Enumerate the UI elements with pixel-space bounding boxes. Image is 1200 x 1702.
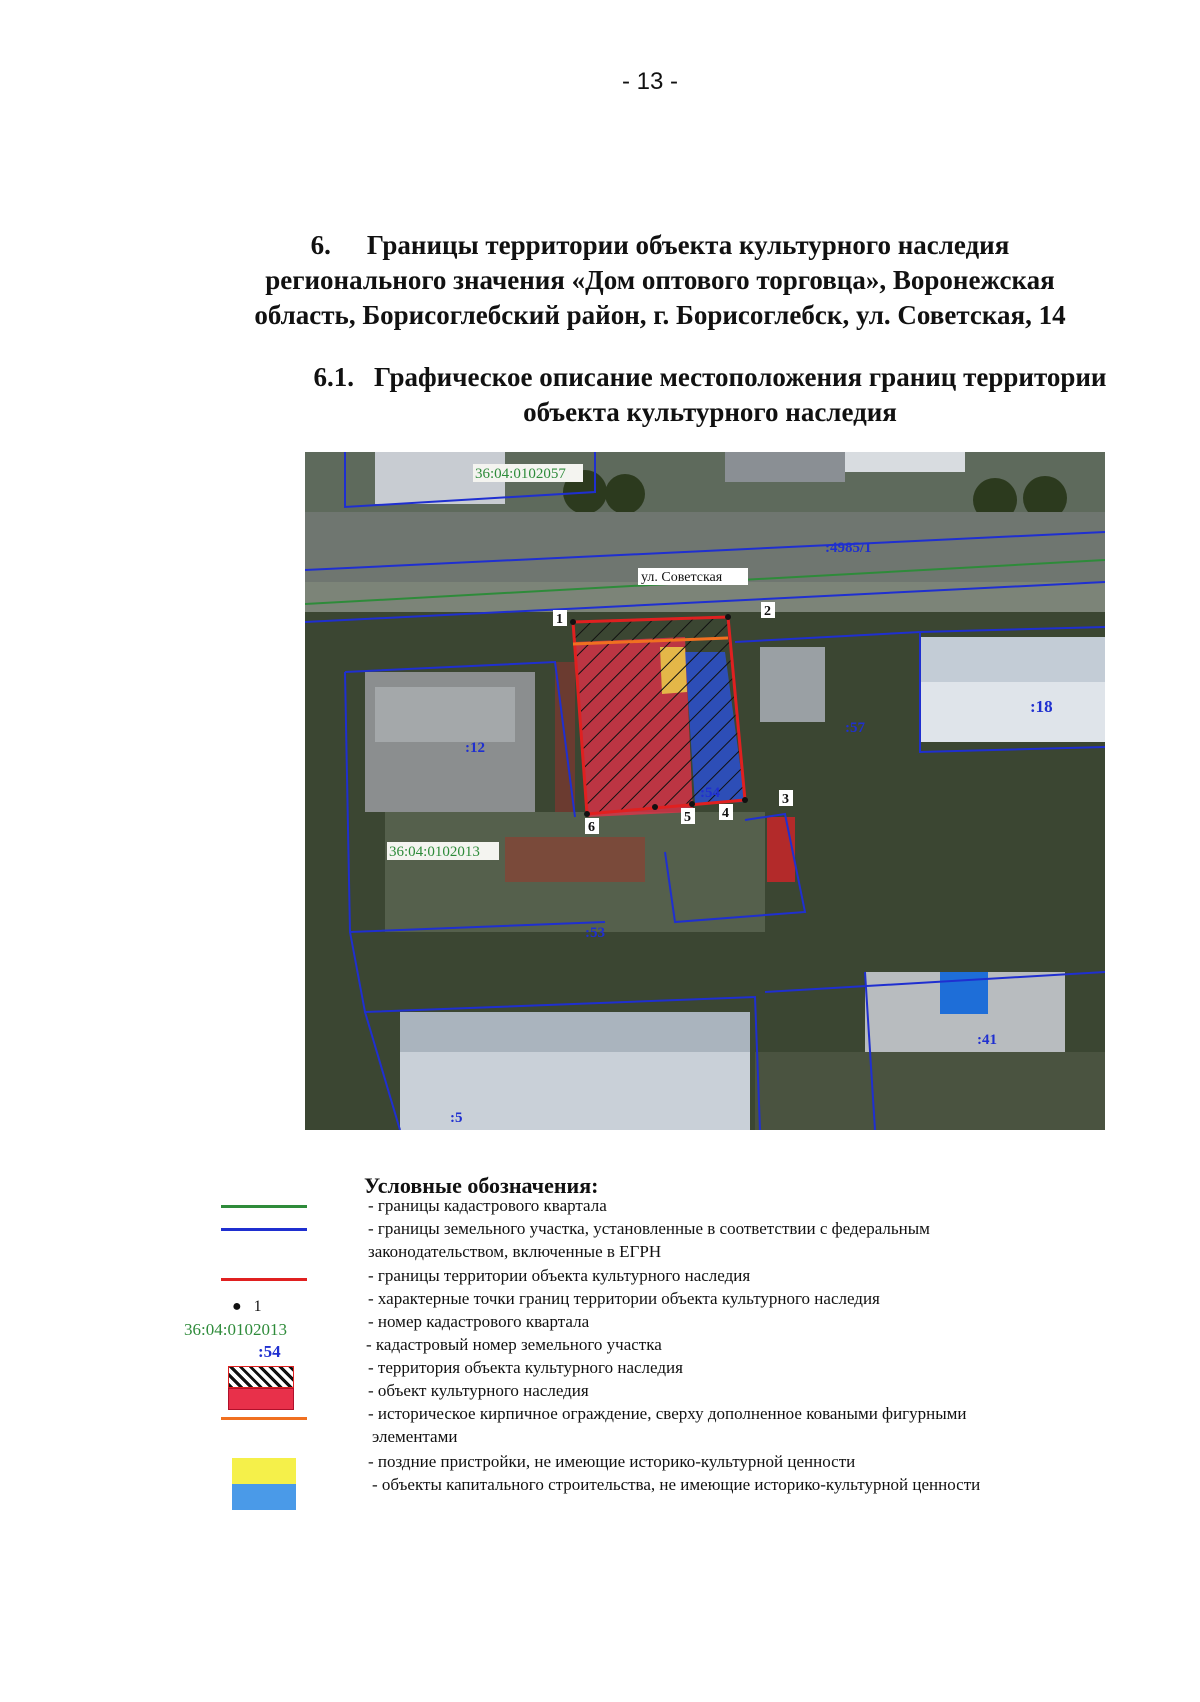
legend-item-quarter: - границы кадастрового квартала <box>368 1196 607 1215</box>
quarter-top-label: 36:04:0102057 <box>475 466 566 482</box>
neighbor-building <box>760 647 825 722</box>
blue-roof <box>940 972 988 1014</box>
section-number: 6. <box>310 230 331 260</box>
bottom-building-roof <box>400 1012 750 1052</box>
cadastral-map <box>305 452 1105 1130</box>
parcel-label-54: :54 <box>700 785 720 801</box>
point-5-label: 5 <box>684 810 691 825</box>
subheading-line-1: Графическое описание местоположения границ территории <box>374 362 1107 392</box>
quarter-number-symbol: 36:04:0102013 <box>184 1320 287 1339</box>
legend-item-late-additions: - поздние пристройки, не имеющие историко-культурной ценности <box>368 1452 856 1471</box>
legend-item-fence: - историческое кирпичное ограждение, сверху дополненное коваными фигурными <box>368 1404 967 1423</box>
parcel-number-symbol: :54 <box>258 1342 281 1361</box>
point-1-label: 1 <box>556 612 563 627</box>
parcel-label-18: :18 <box>1030 697 1053 716</box>
point-symbol <box>232 1298 262 1316</box>
street-label: ул. Советская <box>641 570 723 585</box>
top-building-3 <box>845 452 965 472</box>
quarter-boundary-symbol <box>221 1205 307 1208</box>
section-heading <box>230 228 1090 333</box>
point-symbol-label: 1 <box>253 1298 262 1315</box>
legend-item-plot-cont: законодательством, включенные в ЕГРН <box>368 1242 662 1261</box>
legend-item-fence-cont: элементами <box>372 1427 458 1446</box>
point-1-marker <box>570 619 576 625</box>
parcel-label-41: :41 <box>977 1032 997 1048</box>
heritage-object-symbol <box>228 1388 294 1410</box>
tree <box>605 474 645 514</box>
red-shed <box>767 817 795 882</box>
point-4-marker <box>689 801 695 807</box>
legend-item-territory: - территория объекта культурного наследия <box>368 1358 683 1377</box>
point-3-label: 3 <box>782 792 789 807</box>
point-6-label: 6 <box>588 820 595 835</box>
parcel-label-4985: :4985/1 <box>825 540 872 556</box>
page-number: - 13 - <box>621 68 678 95</box>
territory-hatch-symbol <box>228 1366 294 1388</box>
fence-symbol <box>221 1417 307 1420</box>
point-2-label: 2 <box>764 604 771 619</box>
subheading-line-2: объекта культурного наследия <box>523 397 897 427</box>
subsection-heading <box>280 360 1140 430</box>
quarter-bottom-label: 36:04:0102013 <box>389 844 480 860</box>
territory-boundary-symbol <box>221 1278 307 1281</box>
top-building-2 <box>725 452 845 482</box>
legend-title: Условные обозначения: <box>364 1173 599 1198</box>
capital-objects-symbol <box>232 1484 296 1510</box>
point-dot-icon: ● <box>232 1298 242 1315</box>
point-5-marker <box>652 804 658 810</box>
legend-item-plot: - границы земельного участка, установленные в соответствии с федеральным <box>368 1219 930 1238</box>
legend-item-parcel-number: - кадастровый номер земельного участка <box>366 1335 662 1354</box>
point-6-marker <box>584 811 590 817</box>
parcel-label-5: :5 <box>450 1110 463 1126</box>
legend-item-quarter-number: - номер кадастрового квартала <box>368 1312 590 1331</box>
point-2-marker <box>725 614 731 620</box>
land-plot-boundary-symbol <box>221 1228 307 1231</box>
subsection-number: 6.1. <box>313 362 354 392</box>
heading-line-2: регионального значения «Дом оптового торговца», Воронежская <box>265 265 1055 295</box>
point-4-label: 4 <box>722 806 729 821</box>
parcel-label-57: :57 <box>845 720 865 736</box>
heading-line-3: область, Борисоглебский район, г. Борисоглебск, ул. Советская, 14 <box>254 300 1066 330</box>
legend-item-territory-boundary: - границы территории объекта культурного наследия <box>368 1266 751 1285</box>
parcel-label-53: :53 <box>585 925 605 941</box>
legend-item-points: - характерные точки границ территории объекта культурного наследия <box>368 1289 880 1308</box>
lower-roof <box>505 837 645 882</box>
legend-item-heritage-object: - объект культурного наследия <box>368 1381 589 1400</box>
building-18-roof <box>920 637 1105 682</box>
heading-line-1: Границы территории объекта культурного наследия <box>366 230 1010 260</box>
late-additions-symbol <box>232 1458 296 1484</box>
point-3-marker <box>742 797 748 803</box>
legend-item-capital-objects: - объекты капитального строительства, не имеющие историко-культурной ценности <box>372 1475 981 1494</box>
bottom-yard <box>755 1052 1105 1130</box>
building-12-roof <box>375 687 515 742</box>
parcel-label-12: :12 <box>465 740 485 756</box>
